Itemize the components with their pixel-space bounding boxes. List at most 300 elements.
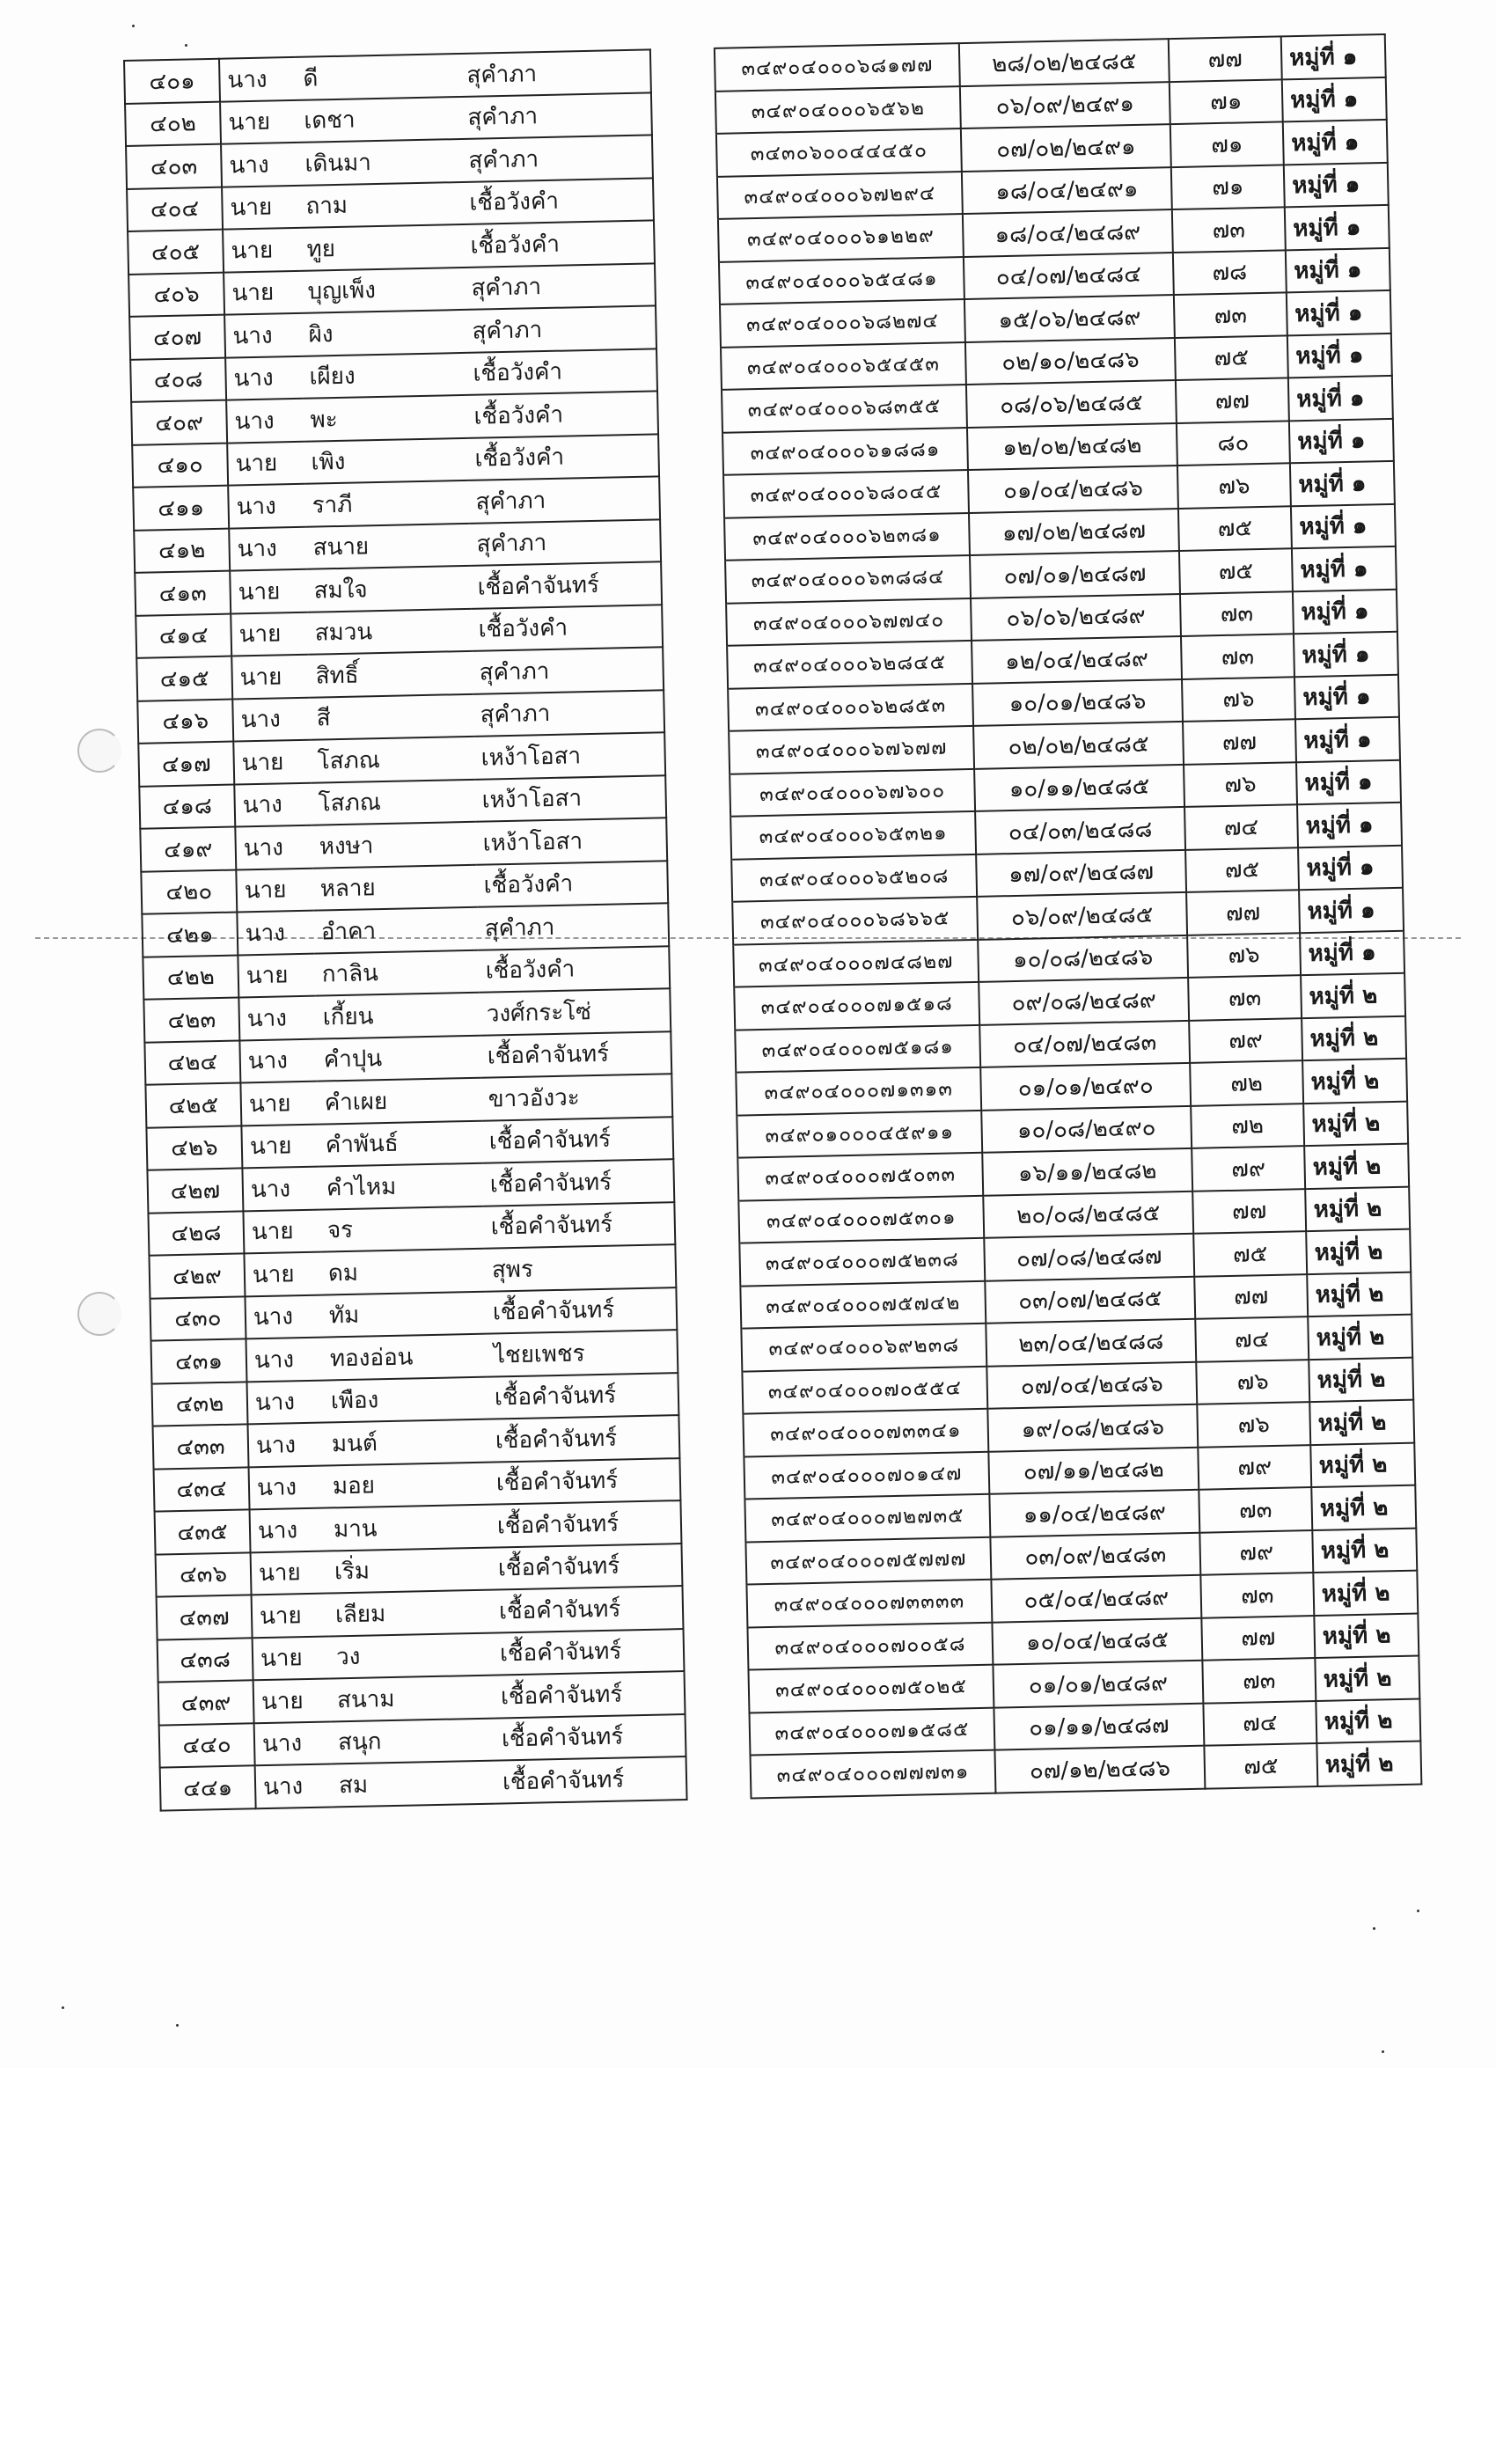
row-number-cell: ๔๓๑ <box>150 1338 246 1383</box>
birth-date-cell: ๑๙/๐๘/๒๔๘๖ <box>987 1404 1198 1451</box>
age-cell: ๗๓ <box>1180 591 1294 636</box>
row-number-cell: ๔๐๒ <box>125 101 221 146</box>
last-name-cell: เชื้อคำจันทร์ <box>470 561 662 608</box>
village-number-cell: หมู่ที่ ๑ <box>1299 888 1404 933</box>
last-name-cell: เชื้อวังคำ <box>467 434 659 480</box>
national-id-cell: ๓๔๙๐๔๐๐๐๗๔๘๒๗ <box>733 939 979 986</box>
first-name-cell: สนาม <box>330 1676 495 1721</box>
row-number-cell: ๔๓๔ <box>154 1467 250 1512</box>
row-number-cell: ๔๑๓ <box>135 571 231 616</box>
village-number-cell: หมู่ที่ ๑ <box>1289 418 1394 463</box>
age-cell: ๗๓ <box>1199 1487 1312 1532</box>
row-number-cell: ๔๓๓ <box>153 1424 249 1469</box>
title-prefix-cell: นาง <box>234 782 312 826</box>
birth-date-cell: ๑๒/๐๔/๒๔๘๙ <box>972 636 1182 683</box>
first-name-cell: โสภณ <box>311 779 475 825</box>
first-name-cell: สนาย <box>305 523 470 568</box>
national-id-cell: ๓๔๙๐๔๐๐๐๖๕๖๒ <box>715 86 961 134</box>
first-name-cell: อำคา <box>313 907 478 953</box>
spacer-cell <box>686 1756 752 1800</box>
spacer-cell <box>664 688 729 732</box>
first-name-cell: เริ่ม <box>327 1547 492 1593</box>
spacer-cell <box>678 1414 744 1458</box>
spacer-cell <box>652 134 717 178</box>
birth-date-cell: ๐๒/๐๒/๒๔๘๕ <box>973 722 1184 768</box>
title-prefix-cell: นาย <box>240 1082 318 1126</box>
spacer-cell <box>654 219 719 263</box>
last-name-cell: เชื้อวังคำ <box>463 220 655 267</box>
birth-date-cell: ๑๐/๑๑/๒๔๘๕ <box>974 764 1184 810</box>
row-number-cell: ๔๑๐ <box>132 443 228 488</box>
first-name-cell: เลียม <box>328 1590 493 1636</box>
village-number-cell: หมู่ที่ ๒ <box>1315 1656 1419 1701</box>
village-number-cell: หมู่ที่ ๒ <box>1302 1016 1406 1060</box>
age-cell: ๗๕ <box>1185 847 1299 892</box>
first-name-cell: หงษา <box>312 822 476 868</box>
spacer-cell <box>683 1627 748 1671</box>
age-cell: ๗๖ <box>1184 762 1297 807</box>
age-cell: ๗๖ <box>1182 677 1295 722</box>
row-number-cell: ๔๐๙ <box>131 400 227 445</box>
row-number-cell: ๔๐๘ <box>130 357 226 402</box>
village-number-cell: หมู่ที่ ๑ <box>1285 205 1390 250</box>
spacer-cell <box>659 475 724 519</box>
first-name-cell: สิทธิ์ <box>308 651 473 697</box>
title-prefix-cell: นาง <box>237 911 314 955</box>
title-prefix-cell: นาง <box>245 1294 322 1338</box>
national-id-cell: ๓๔๙๐๔๐๐๐๗๐๕๕๔ <box>742 1366 987 1413</box>
roster-body <box>124 34 1421 1810</box>
title-prefix-cell: นาย <box>224 270 301 314</box>
age-cell: ๗๓ <box>1188 975 1302 1020</box>
first-name-cell: กาลิน <box>314 950 479 995</box>
row-number-cell: ๔๓๒ <box>152 1382 248 1426</box>
last-name-cell: สุพร <box>484 1244 676 1291</box>
first-name-cell: ทัม <box>321 1291 486 1337</box>
title-prefix-cell: นาย <box>243 1209 320 1253</box>
birth-date-cell: ๐๗/๐๒/๒๔๙๑ <box>961 124 1171 171</box>
age-cell: ๗๑ <box>1170 79 1283 124</box>
village-number-cell: หมู่ที่ ๑ <box>1294 632 1398 677</box>
village-number-cell: หมู่ที่ ๑ <box>1287 333 1392 378</box>
birth-date-cell: ๐๓/๐๙/๒๔๘๓ <box>990 1532 1200 1579</box>
row-number-cell: ๔๓๙ <box>158 1680 254 1725</box>
national-id-cell: ๓๔๙๐๔๐๐๐๖๕๓๒๑ <box>730 811 976 859</box>
first-name-cell: พะ <box>303 395 467 441</box>
birth-date-cell: ๐๗/๑๑/๒๔๘๒ <box>988 1447 1199 1493</box>
last-name-cell: สุคำภา <box>473 690 664 737</box>
age-cell: ๗๕ <box>1204 1743 1317 1788</box>
title-prefix-cell: นาย <box>236 868 313 912</box>
first-name-cell: ผิง <box>301 310 466 356</box>
spacer-cell <box>670 987 735 1031</box>
national-id-cell: ๓๔๙๐๑๐๐๐๔๕๙๑๑ <box>737 1110 982 1157</box>
spacer-cell <box>665 774 730 818</box>
title-prefix-cell: นาง <box>254 1721 332 1765</box>
row-number-cell: ๔๓๗ <box>157 1595 253 1639</box>
national-id-cell: ๓๔๙๐๔๐๐๐๖๗๖๗๗ <box>729 726 974 774</box>
last-name-cell: สุคำภา <box>459 49 651 96</box>
title-prefix-cell: นาย <box>227 441 304 485</box>
spacer-cell <box>686 1712 751 1756</box>
age-cell: ๗๙ <box>1198 1445 1311 1490</box>
first-name-cell: บุญเพ็ง <box>300 267 465 312</box>
age-cell: ๗๕ <box>1179 548 1293 593</box>
title-prefix-cell: นาย <box>231 655 309 699</box>
first-name-cell: คำเผย <box>317 1078 481 1124</box>
first-name-cell: สนุก <box>331 1718 495 1764</box>
last-name-cell: เชื้อคำจันทร์ <box>492 1586 684 1632</box>
last-name-cell: เชื้อคำจันทร์ <box>493 1629 685 1676</box>
national-id-cell: ๓๔๙๐๔๐๐๐๗๐๑๔๗ <box>744 1451 989 1499</box>
national-id-cell: ๓๔๙๐๔๐๐๐๗๑๕๘๕ <box>749 1707 994 1755</box>
birth-date-cell: ๐๘/๐๖/๒๔๘๕ <box>966 380 1177 427</box>
row-number-cell: ๔๒๘ <box>148 1211 244 1256</box>
last-name-cell: ไชยเพชร <box>486 1330 678 1376</box>
last-name-cell: เชื้อคำจันทร์ <box>481 1117 673 1163</box>
spacer-cell <box>653 176 718 220</box>
village-number-cell: หมู่ที่ ๑ <box>1282 77 1387 121</box>
spacer-cell <box>655 261 720 305</box>
national-id-cell: ๓๔๙๐๔๐๐๐๖๕๔๘๑ <box>719 257 964 304</box>
birth-date-cell: ๐๗/๐๔/๒๔๘๖ <box>986 1361 1197 1408</box>
first-name-cell: ดี <box>296 54 460 99</box>
first-name-cell: มาน <box>326 1505 491 1551</box>
national-id-cell: ๓๔๙๐๔๐๐๐๗๕๗๔๒ <box>740 1280 986 1328</box>
title-prefix-cell: นาย <box>233 740 311 784</box>
village-number-cell: หมู่ที่ ๑ <box>1283 120 1388 165</box>
national-id-cell: ๓๔๙๐๔๐๐๐๗๓๓๓๓ <box>746 1580 992 1627</box>
title-prefix-cell: นาง <box>221 143 298 187</box>
elderly-roster-table <box>123 34 1394 1908</box>
birth-date-cell: ๐๖/๐๙/๒๔๘๕ <box>977 892 1187 939</box>
national-id-cell: ๓๔๙๐๔๐๐๐๗๕๗๗๗ <box>745 1536 991 1584</box>
row-number-cell: ๔๐๔ <box>127 187 223 231</box>
last-name-cell: เชื้อวังคำ <box>466 391 658 437</box>
title-prefix-cell: นาย <box>253 1636 330 1680</box>
title-prefix-cell: นาง <box>235 825 312 869</box>
age-cell: ๗๙ <box>1192 1146 1305 1191</box>
first-name-cell: สมวน <box>307 608 472 654</box>
title-prefix-cell: นาง <box>224 313 302 357</box>
birth-date-cell: ๐๗/๐๑/๒๔๘๗ <box>970 551 1180 598</box>
first-name-cell: สมใจ <box>306 566 471 612</box>
village-number-cell: หมู่ที่ ๒ <box>1302 1059 1407 1104</box>
spacer-cell <box>682 1585 747 1629</box>
birth-date-cell: ๐๒/๑๐/๒๔๘๖ <box>965 338 1176 385</box>
birth-date-cell: ๑๘/๐๔/๒๔๘๙ <box>963 209 1173 256</box>
title-prefix-cell: นาย <box>252 1594 329 1638</box>
national-id-cell: ๓๔๙๐๔๐๐๐๖๗๒๙๔ <box>717 172 963 219</box>
age-cell: ๗๔ <box>1195 1316 1309 1361</box>
scan-speck <box>1382 2050 1384 2053</box>
last-name-cell: เชื้อคำจันทร์ <box>488 1415 679 1462</box>
birth-date-cell: ๐๑/๐๑/๒๔๙๐ <box>980 1063 1191 1110</box>
birth-date-cell: ๒๓/๐๔/๒๔๘๘ <box>986 1319 1196 1366</box>
row-number-cell: ๔๑๗ <box>138 742 234 787</box>
village-number-cell: หมู่ที่ ๑ <box>1293 589 1397 634</box>
punch-hole-icon <box>77 729 121 773</box>
age-cell: ๗๔ <box>1184 804 1298 849</box>
first-name-cell: สี <box>309 693 473 739</box>
title-prefix-cell: นาง <box>225 356 303 400</box>
national-id-cell: ๓๔๙๐๔๐๐๐๖๒๓๘๑ <box>724 512 970 560</box>
last-name-cell: เชื้อคำจันทร์ <box>495 1714 686 1761</box>
age-cell: ๗๓ <box>1181 634 1294 678</box>
age-cell: ๗๕ <box>1193 1231 1307 1276</box>
national-id-cell: ๓๔๓๐๖๐๐๔๔๔๕๐ <box>716 128 962 176</box>
village-number-cell: หมู่ที่ ๑ <box>1290 461 1395 506</box>
title-prefix-cell: นาง <box>219 57 297 101</box>
title-prefix-cell: นาง <box>250 1508 327 1552</box>
row-number-cell: ๔๐๑ <box>124 59 220 104</box>
birth-date-cell: ๑๐/๐๔/๒๔๘๕ <box>992 1617 1202 1664</box>
village-number-cell: หมู่ที่ ๒ <box>1307 1272 1412 1316</box>
birth-date-cell: ๐๑/๐๔/๒๔๘๖ <box>968 466 1178 512</box>
national-id-cell: ๓๔๙๐๔๐๐๐๖๓๘๘๔ <box>725 555 971 603</box>
birth-date-cell: ๒๐/๐๘/๒๔๘๕ <box>983 1191 1193 1237</box>
row-number-cell: ๔๑๑ <box>133 486 229 531</box>
spacer-cell <box>673 1158 738 1202</box>
national-id-cell: ๓๔๙๐๔๐๐๐๗๒๗๓๕ <box>744 1494 990 1542</box>
scan-speck <box>185 44 187 47</box>
title-prefix-cell: นาย <box>231 612 308 656</box>
age-cell: ๗๔ <box>1203 1701 1316 1746</box>
national-id-cell: ๓๔๙๐๔๐๐๐๗๕๓๐๑ <box>738 1195 984 1243</box>
scan-speck <box>62 2006 64 2009</box>
row-number-cell: ๔๑๒ <box>134 528 230 573</box>
national-id-cell: ๓๔๙๐๔๐๐๐๖๑๒๒๙ <box>718 214 964 261</box>
age-cell: ๗๖ <box>1196 1360 1309 1404</box>
village-number-cell: หมู่ที่ ๑ <box>1286 247 1390 292</box>
title-prefix-cell: นาง <box>246 1380 324 1424</box>
national-id-cell: ๓๔๙๐๔๐๐๐๖๘๒๗๔ <box>720 299 965 347</box>
row-number-cell: ๔๓๐ <box>150 1296 246 1341</box>
first-name-cell: ทองอ่อน <box>322 1334 487 1380</box>
village-number-cell: หมู่ที่ ๑ <box>1294 674 1399 719</box>
last-name-cell: เชื้อคำจันทร์ <box>495 1756 687 1803</box>
last-name-cell: เชื้อวังคำ <box>476 861 668 907</box>
first-name-cell: คำพันธ์ <box>318 1120 482 1166</box>
spacer-cell <box>672 1115 737 1159</box>
age-cell: ๗๗ <box>1192 1189 1306 1234</box>
spacer-cell <box>681 1542 746 1586</box>
birth-date-cell: ๑๑/๐๔/๒๔๘๙ <box>989 1490 1199 1536</box>
spacer-cell <box>661 561 726 605</box>
row-number-cell: ๔๑๕ <box>136 656 232 701</box>
last-name-cell: เชื้อคำจันทร์ <box>488 1458 680 1505</box>
village-number-cell: หมู่ที่ ๑ <box>1298 845 1403 890</box>
last-name-cell: เชื้อวังคำ <box>462 178 654 224</box>
village-number-cell: หมู่ที่ ๒ <box>1312 1528 1417 1573</box>
row-number-cell: ๔๐๕ <box>128 230 224 275</box>
last-name-cell: สุคำภา <box>469 519 661 566</box>
title-prefix-cell: นาง <box>226 399 304 443</box>
row-number-cell: ๔๐๗ <box>129 315 225 360</box>
first-name-cell: เดินมา <box>297 139 462 185</box>
row-number-cell: ๔๑๔ <box>136 613 231 658</box>
age-cell: ๘๐ <box>1177 421 1290 466</box>
village-number-cell: หมู่ที่ ๑ <box>1300 930 1404 975</box>
age-cell: ๗๒ <box>1191 1104 1304 1148</box>
village-number-cell: หมู่ที่ ๑ <box>1295 717 1400 762</box>
national-id-cell: ๓๔๙๐๔๐๐๐๖๗๗๔๐ <box>726 598 972 645</box>
birth-date-cell: ๑๖/๑๑/๒๔๘๒ <box>982 1148 1192 1195</box>
title-prefix-cell: นาง <box>249 1465 326 1509</box>
last-name-cell: สุคำภา <box>477 903 669 950</box>
spacer-cell <box>667 859 732 903</box>
spacer-cell <box>675 1243 740 1287</box>
national-id-cell: ๓๔๙๐๔๐๐๐๖๒๘๕๓ <box>728 683 973 730</box>
row-number-cell: ๔๒๑ <box>142 913 238 957</box>
title-prefix-cell: นาย <box>241 1124 319 1168</box>
last-name-cell: เชื้อวังคำ <box>471 605 663 651</box>
age-cell: ๗๗ <box>1176 378 1289 422</box>
birth-date-cell: ๑๕/๐๖/๒๔๘๙ <box>964 295 1175 341</box>
village-number-cell: หมู่ที่ ๑ <box>1291 503 1396 548</box>
national-id-cell: ๓๔๙๐๔๐๐๐๖๙๒๓๘ <box>741 1324 986 1371</box>
last-name-cell: สุคำภา <box>464 263 656 310</box>
scan-speck <box>1417 1910 1419 1912</box>
title-prefix-cell: นาย <box>220 99 297 143</box>
birth-date-cell: ๐๔/๐๓/๒๔๘๘ <box>975 807 1185 854</box>
row-number-cell: ๔๐๖ <box>128 272 224 317</box>
village-number-cell: หมู่ที่ ๒ <box>1309 1400 1414 1445</box>
age-cell: ๗๓ <box>1174 292 1287 337</box>
village-number-cell: หมู่ที่ ๒ <box>1311 1485 1416 1530</box>
last-name-cell: เหง้าโอสา <box>475 818 667 864</box>
row-number-cell: ๔๒๖ <box>146 1126 242 1170</box>
national-id-cell: ๓๔๙๐๔๐๐๐๖๘๖๖๕ <box>732 897 978 944</box>
first-name-cell: เพือง <box>323 1376 488 1422</box>
last-name-cell: เชื้อคำจันทร์ <box>489 1500 681 1547</box>
row-number-cell: ๔๒๒ <box>143 955 238 1000</box>
scan-speck <box>1373 1927 1375 1930</box>
village-number-cell: หมู่ที่ ๑ <box>1297 803 1402 847</box>
last-name-cell: ขาวอังวะ <box>480 1074 672 1120</box>
title-prefix-cell: นาง <box>229 526 306 570</box>
birth-date-cell: ๐๑/๑๑/๒๔๘๗ <box>994 1703 1204 1749</box>
national-id-cell: ๓๔๙๐๔๐๐๐๖๕๔๕๓ <box>721 342 966 390</box>
first-name-cell: ดม <box>320 1249 485 1294</box>
age-cell: ๗๒ <box>1190 1060 1303 1105</box>
last-name-cell: เชื้อคำจันทร์ <box>494 1671 686 1718</box>
age-cell: ๗๓ <box>1202 1658 1316 1703</box>
first-name-cell: วง <box>329 1632 494 1678</box>
village-number-cell: หมู่ที่ ๒ <box>1304 1144 1409 1189</box>
birth-date-cell: ๐๔/๐๗/๒๔๘๓ <box>979 1020 1190 1067</box>
national-id-cell: ๓๔๙๐๔๐๐๐๖๗๖๐๐ <box>730 768 975 816</box>
birth-date-cell: ๐๓/๐๗/๒๔๘๕ <box>985 1276 1195 1323</box>
first-name-cell: เพิง <box>304 437 468 483</box>
spacer-cell <box>656 347 722 391</box>
birth-date-cell: ๐๑/๐๑/๒๔๘๙ <box>993 1661 1203 1707</box>
national-id-cell: ๓๔๙๐๔๐๐๐๗๕๑๘๑ <box>735 1024 980 1072</box>
age-cell: ๗๖ <box>1187 933 1301 978</box>
row-number-cell: ๔๑๙ <box>140 827 236 872</box>
spacer-cell <box>651 91 716 135</box>
last-name-cell: สุคำภา <box>461 135 653 181</box>
national-id-cell: ๓๔๙๐๔๐๐๐๗๕๐๒๕ <box>748 1665 994 1712</box>
title-prefix-cell: นาย <box>253 1678 331 1722</box>
title-prefix-cell: นาง <box>232 697 310 741</box>
village-number-cell: หมู่ที่ ๒ <box>1303 1101 1408 1146</box>
age-cell: ๗๙ <box>1199 1530 1313 1575</box>
first-name-cell: จร <box>319 1206 484 1251</box>
birth-date-cell: ๐๖/๐๙/๒๔๙๑ <box>960 82 1170 128</box>
birth-date-cell: ๒๘/๐๒/๒๔๘๕ <box>959 39 1170 85</box>
first-name-cell: โสภณ <box>310 737 474 782</box>
national-id-cell: ๓๔๙๐๔๐๐๐๗๑๕๑๘ <box>734 982 979 1030</box>
age-cell: ๗๗ <box>1169 36 1282 81</box>
age-cell: ๗๗ <box>1194 1274 1308 1319</box>
last-name-cell: เชื้อคำจันทร์ <box>490 1544 682 1590</box>
scan-speck <box>132 25 135 27</box>
age-cell: ๗๕ <box>1178 506 1292 551</box>
birth-date-cell: ๐๖/๐๖/๒๔๘๙ <box>971 593 1181 640</box>
birth-date-cell: ๐๔/๐๗/๒๔๘๔ <box>964 253 1174 299</box>
last-name-cell: สุคำภา <box>472 647 664 693</box>
spacer-cell <box>674 1200 739 1244</box>
last-name-cell: สุคำภา <box>465 305 656 352</box>
first-name-cell: มนต์ <box>324 1419 488 1465</box>
birth-date-cell: ๐๗/๑๒/๒๔๘๖ <box>994 1746 1205 1793</box>
last-name-cell: เชื้อวังคำ <box>466 348 657 395</box>
age-cell: ๗๖ <box>1177 463 1291 508</box>
spacer-cell <box>678 1371 743 1415</box>
national-id-cell: ๓๔๙๐๔๐๐๐๖๘๓๕๕ <box>722 385 967 432</box>
spacer-cell <box>657 390 722 434</box>
row-number-cell: ๔๒๔ <box>144 1040 240 1085</box>
village-number-cell: หมู่ที่ ๒ <box>1306 1229 1411 1274</box>
row-number-cell: ๔๔๑ <box>160 1765 256 1810</box>
row-number-cell: ๔๒๕ <box>145 1082 241 1127</box>
row-number-cell: ๔๑๘ <box>139 784 235 829</box>
spacer-cell <box>676 1286 741 1330</box>
spacer-cell <box>671 1073 737 1117</box>
spacer-cell <box>677 1329 742 1373</box>
spacer-cell <box>650 48 715 92</box>
village-number-cell: หมู่ที่ ๒ <box>1313 1571 1418 1616</box>
punch-hole-icon <box>77 1292 121 1336</box>
spacer-cell <box>663 646 728 690</box>
first-name-cell: คำไหม <box>319 1163 483 1209</box>
village-number-cell: หมู่ที่ ๒ <box>1305 1186 1410 1231</box>
spacer-cell <box>680 1500 745 1544</box>
first-name-cell: สม <box>332 1761 496 1807</box>
row-number-cell: ๔๓๖ <box>156 1552 252 1597</box>
last-name-cell: เชื้อวังคำ <box>478 946 670 993</box>
first-name-cell: เดชา <box>297 96 461 142</box>
first-name-cell: เผียง <box>302 352 466 398</box>
national-id-cell: ๓๔๙๐๔๐๐๐๖๕๒๐๘ <box>731 854 977 901</box>
spacer-cell <box>666 817 731 861</box>
title-prefix-cell: นาง <box>228 484 305 528</box>
row-number-cell: ๔๓๕ <box>155 1509 251 1554</box>
village-number-cell: หมู่ที่ ๒ <box>1316 1742 1421 1786</box>
age-cell: ๗๗ <box>1201 1616 1315 1661</box>
last-name-cell: สุคำภา <box>460 92 652 139</box>
spacer-cell <box>668 902 733 946</box>
row-number-cell: ๔๔๐ <box>159 1723 255 1768</box>
village-number-cell: หมู่ที่ ๑ <box>1287 290 1391 335</box>
age-cell: ๗๖ <box>1197 1402 1310 1447</box>
national-id-cell: ๓๔๙๐๔๐๐๐๗๗๗๓๑ <box>751 1750 996 1798</box>
age-cell: ๗๗ <box>1183 719 1296 764</box>
row-number-cell: ๔๒๙ <box>149 1253 245 1298</box>
village-number-cell: หมู่ที่ ๒ <box>1316 1698 1420 1743</box>
row-number-cell: ๔๑๖ <box>137 699 233 744</box>
